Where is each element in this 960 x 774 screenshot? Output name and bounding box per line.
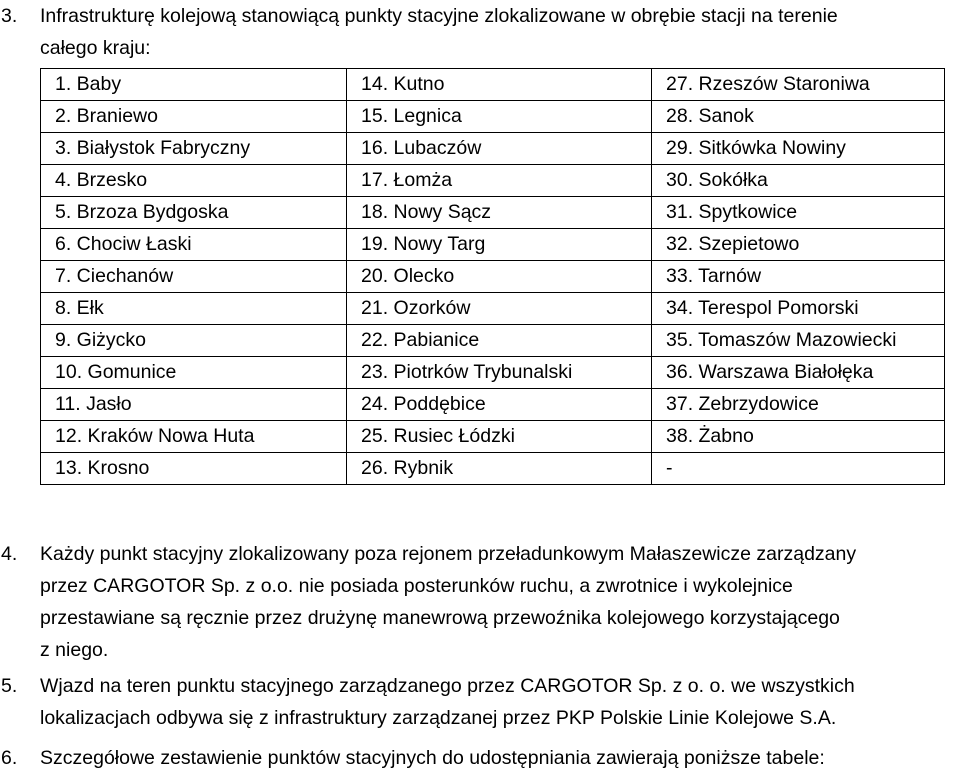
table-cell: 4. Brzesko — [41, 165, 347, 197]
table-cell: 3. Białystok Fabryczny — [41, 133, 347, 165]
table-cell: 14. Kutno — [347, 69, 652, 101]
table-row — [41, 293, 945, 325]
table-row — [41, 101, 945, 133]
table-row — [41, 325, 945, 357]
table-cell: 31. Spytkowice — [652, 197, 945, 229]
table-cell: 27. Rzeszów Staroniwa — [652, 69, 945, 101]
table-cell: 12. Kraków Nowa Huta — [41, 421, 347, 453]
table-cell: 15. Legnica — [347, 101, 652, 133]
list-item-text — [40, 670, 956, 734]
text-line: Infrastrukturę kolejową stanowiącą punkty stacyjne zlokalizowane w obrębie stacji na terenie — [40, 5, 838, 27]
table-cell: 24. Poddębice — [347, 389, 652, 421]
table-cell: 10. Gomunice — [41, 357, 347, 389]
table-cell: 37. Zebrzydowice — [652, 389, 945, 421]
table-cell: 16. Lubaczów — [347, 133, 652, 165]
table-row — [41, 133, 945, 165]
table-cell: 33. Tarnów — [652, 261, 945, 293]
table-cell: 13. Krosno — [41, 453, 347, 485]
table-cell: 36. Warszawa Białołęka — [652, 357, 945, 389]
list-item-text — [40, 742, 956, 774]
table-cell: 29. Sitkówka Nowiny — [652, 133, 945, 165]
table-row — [41, 197, 945, 229]
table-cell: 23. Piotrków Trybunalski — [347, 357, 652, 389]
table-row — [41, 453, 945, 485]
list-item-text — [40, 538, 956, 666]
table-cell: 19. Nowy Targ — [347, 229, 652, 261]
table-row — [41, 357, 945, 389]
list-item-number: 4. — [1, 543, 18, 565]
table-cell: 5. Brzoza Bydgoska — [41, 197, 347, 229]
table-cell: 9. Giżycko — [41, 325, 347, 357]
table-cell: 22. Pabianice — [347, 325, 652, 357]
text-line: całego kraju: — [40, 37, 151, 59]
text-line: lokalizacjach odbywa się z infrastruktury zarządzanej przez PKP Polskie Linie Kolejowe S.A. — [40, 707, 837, 729]
table-row — [41, 261, 945, 293]
table-row — [41, 229, 945, 261]
text-line: Każdy punkt stacyjny zlokalizowany poza rejonem przeładunkowym Małaszewicze zarządzany — [40, 543, 857, 565]
table-cell: 1. Baby — [41, 69, 347, 101]
table-cell: 11. Jasło — [41, 389, 347, 421]
table-cell: 30. Sokółka — [652, 165, 945, 197]
table-cell: 35. Tomaszów Mazowiecki — [652, 325, 945, 357]
table-cell: 17. Łomża — [347, 165, 652, 197]
table-cell: 20. Olecko — [347, 261, 652, 293]
text-line: Wjazd na teren punktu stacyjnego zarządzanego przez CARGOTOR Sp. z o. o. we wszystkich — [40, 675, 855, 697]
list-item-text — [40, 0, 956, 64]
table-cell: - — [652, 453, 945, 485]
table-row — [41, 389, 945, 421]
text-line: przez CARGOTOR Sp. z o.o. nie posiada posterunków ruchu, a zwrotnice i wykolejnice — [40, 575, 793, 597]
stations-table — [40, 68, 945, 485]
list-item-number: 3. — [1, 5, 18, 27]
stations-table-body — [41, 69, 945, 485]
text-line: z niego. — [40, 639, 109, 661]
table-cell: 21. Ozorków — [347, 293, 652, 325]
table-cell: 38. Żabno — [652, 421, 945, 453]
table-cell: 34. Terespol Pomorski — [652, 293, 945, 325]
text-line: przestawiane są ręcznie przez drużynę manewrową przewoźnika kolejowego korzystającego — [40, 607, 840, 629]
table-cell: 7. Ciechanów — [41, 261, 347, 293]
table-cell: 28. Sanok — [652, 101, 945, 133]
table-cell: 18. Nowy Sącz — [347, 197, 652, 229]
table-row — [41, 69, 945, 101]
table-cell: 6. Chociw Łaski — [41, 229, 347, 261]
table-cell: 32. Szepietowo — [652, 229, 945, 261]
table-cell: 25. Rusiec Łódzki — [347, 421, 652, 453]
list-item-number: 6. — [1, 747, 18, 769]
table-row — [41, 421, 945, 453]
table-cell: 2. Braniewo — [41, 101, 347, 133]
table-cell: 26. Rybnik — [347, 453, 652, 485]
table-row — [41, 165, 945, 197]
table-cell: 8. Ełk — [41, 293, 347, 325]
list-item-number: 5. — [1, 675, 18, 697]
text-line: Szczegółowe zestawienie punktów stacyjnych do udostępniania zawierają poniższe tabele: — [40, 747, 825, 769]
